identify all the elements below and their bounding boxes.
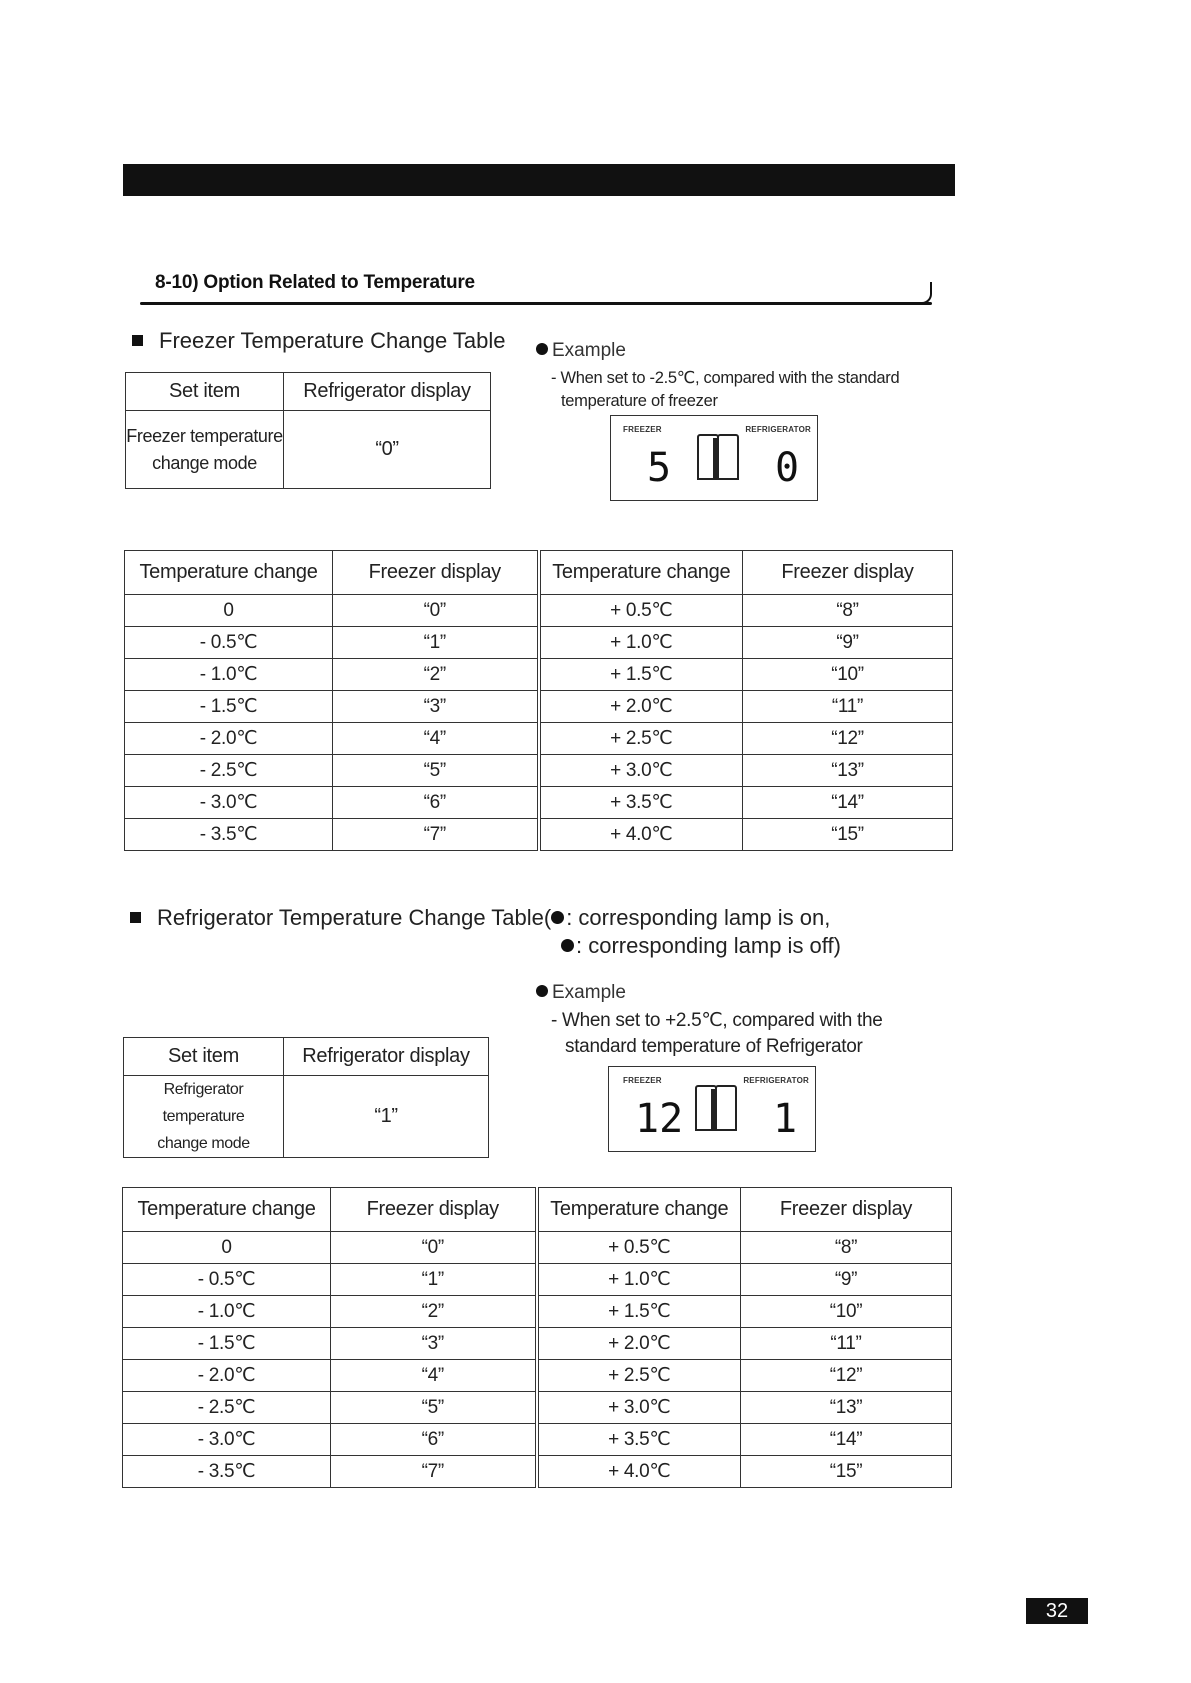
legend-on-text: : corresponding lamp is on, — [566, 905, 831, 930]
freezer-display-cell: “3” — [331, 1328, 537, 1360]
square-bullet-icon — [132, 335, 143, 346]
freezer-display-cell: “14” — [741, 1424, 952, 1456]
lcd-right-digit: 0 — [775, 445, 800, 491]
table-row — [125, 787, 953, 819]
freezer-display-cell: “10” — [741, 1296, 952, 1328]
freezer-heading — [132, 328, 506, 354]
temp-change-cell: + 4.0℃ — [537, 1456, 741, 1488]
legend-off-text: : corresponding lamp is off) — [576, 933, 841, 958]
table-row — [125, 691, 953, 723]
temp-change-cell: - 1.0℃ — [125, 659, 333, 691]
table-row — [123, 1264, 952, 1296]
freezer-display-cell: “6” — [333, 787, 539, 819]
temp-change-cell: + 2.5℃ — [539, 723, 743, 755]
freezer-display-cell: “9” — [743, 627, 953, 659]
set-item-header: Set item — [124, 1038, 284, 1076]
freezer-display-cell: “11” — [741, 1328, 952, 1360]
lcd-right-digit: 1 — [773, 1096, 798, 1142]
set-item-cell — [124, 1076, 284, 1158]
freezer-example-line2: temperature of freezer — [561, 392, 718, 410]
set-item-header: Set item — [126, 373, 284, 411]
freezer-display-cell: “2” — [333, 659, 539, 691]
set-item-line2: change mode — [157, 1135, 250, 1152]
freezer-display-cell: “15” — [743, 819, 953, 851]
freezer-display-cell: “1” — [331, 1264, 537, 1296]
temp-change-cell: - 2.5℃ — [125, 755, 333, 787]
freezer-temperature-table — [124, 550, 953, 851]
col-temp-change: Temperature change — [125, 551, 333, 595]
section-title: 8-10) Option Related to Temperature — [155, 272, 475, 293]
header-bar — [123, 164, 955, 196]
freezer-set-table — [125, 372, 491, 489]
refrigerator-heading — [130, 905, 830, 931]
freezer-display-cell: “9” — [741, 1264, 952, 1296]
temp-change-cell: 0 — [123, 1232, 331, 1264]
lcd-freezer-label: FREEZER — [623, 425, 662, 434]
refrigerator-display-header: Refrigerator display — [284, 1038, 489, 1076]
page-number: 32 — [1026, 1598, 1088, 1624]
temp-change-cell: - 3.5℃ — [125, 819, 333, 851]
freezer-example-line1: - When set to -2.5℃, compared with the standard — [551, 369, 900, 387]
temp-change-cell: - 0.5℃ — [123, 1264, 331, 1296]
temp-change-cell: + 1.5℃ — [537, 1296, 741, 1328]
table-row — [123, 1296, 952, 1328]
refrigerator-legend-off — [561, 933, 841, 959]
freezer-display-cell: “5” — [333, 755, 539, 787]
freezer-display-cell: “7” — [331, 1456, 537, 1488]
freezer-display-cell: “4” — [331, 1360, 537, 1392]
freezer-display-cell: “14” — [743, 787, 953, 819]
freezer-display-cell: “8” — [743, 595, 953, 627]
temp-change-cell: + 2.0℃ — [537, 1328, 741, 1360]
temp-change-cell: - 2.5℃ — [123, 1392, 331, 1424]
lcd-refrigerator-label: REFRIGERATOR — [745, 425, 811, 434]
freezer-display-cell: “0” — [331, 1232, 537, 1264]
lamp-on-dot-icon — [551, 911, 564, 924]
freezer-display-cell: “10” — [743, 659, 953, 691]
table-row — [123, 1456, 952, 1488]
lcd-segment-box-right — [717, 434, 739, 480]
table-row — [125, 659, 953, 691]
refrigerator-lcd-display — [608, 1066, 816, 1152]
refrigerator-heading-text: Refrigerator Temperature Change Table( — [157, 905, 552, 930]
table-row — [123, 1360, 952, 1392]
freezer-display-cell: “3” — [333, 691, 539, 723]
table-row — [125, 595, 953, 627]
set-item-cell — [126, 411, 284, 489]
freezer-display-cell: “7” — [333, 819, 539, 851]
refrigerator-set-table — [123, 1037, 489, 1158]
table-row — [123, 1392, 952, 1424]
table-row — [123, 1232, 952, 1264]
table-row — [125, 819, 953, 851]
set-display-value: “0” — [284, 411, 491, 489]
freezer-display-cell: “5” — [331, 1392, 537, 1424]
temp-change-cell: + 3.0℃ — [539, 755, 743, 787]
col-freezer-display: Freezer display — [743, 551, 953, 595]
refrigerator-temperature-table — [122, 1187, 952, 1488]
table-row — [125, 723, 953, 755]
lcd-freezer-label: FREEZER — [623, 1076, 662, 1085]
temp-change-cell: + 1.5℃ — [539, 659, 743, 691]
table-row — [123, 1328, 952, 1360]
square-bullet-icon — [130, 912, 141, 923]
set-item-line1: Refrigerator temperature — [162, 1081, 245, 1125]
temp-change-cell: - 2.0℃ — [123, 1360, 331, 1392]
freezer-display-cell: “4” — [333, 723, 539, 755]
temp-change-cell: + 1.0℃ — [537, 1264, 741, 1296]
temp-change-cell: + 4.0℃ — [539, 819, 743, 851]
title-hook — [922, 282, 932, 304]
bullet-dot-icon — [536, 985, 548, 997]
freezer-lcd-display — [610, 415, 818, 501]
freezer-display-cell: “15” — [741, 1456, 952, 1488]
temp-change-cell: 0 — [125, 595, 333, 627]
freezer-display-cell: “13” — [743, 755, 953, 787]
freezer-display-cell: “0” — [333, 595, 539, 627]
col-temp-change: Temperature change — [539, 551, 743, 595]
freezer-display-cell: “11” — [743, 691, 953, 723]
freezer-display-cell: “12” — [743, 723, 953, 755]
lcd-center-bar — [711, 1089, 715, 1129]
refrigerator-display-header: Refrigerator display — [284, 373, 491, 411]
freezer-display-cell: “13” — [741, 1392, 952, 1424]
set-item-line2: change mode — [152, 452, 257, 473]
lcd-refrigerator-label: REFRIGERATOR — [743, 1076, 809, 1085]
freezer-display-cell: “1” — [333, 627, 539, 659]
set-item-line1: Freezer temperature — [126, 425, 283, 446]
temp-change-cell: + 3.0℃ — [537, 1392, 741, 1424]
refrigerator-example-line1: - When set to +2.5℃, compared with the — [551, 1010, 883, 1031]
temp-change-cell: - 1.0℃ — [123, 1296, 331, 1328]
temp-change-cell: + 1.0℃ — [539, 627, 743, 659]
refrigerator-example-title — [536, 982, 626, 1004]
freezer-heading-text: Freezer Temperature Change Table — [159, 328, 506, 353]
temp-change-cell: - 1.5℃ — [125, 691, 333, 723]
temp-change-cell: - 0.5℃ — [125, 627, 333, 659]
lcd-left-digit: 5 — [647, 445, 672, 491]
lamp-off-dot-icon — [561, 939, 574, 952]
temp-change-cell: + 0.5℃ — [537, 1232, 741, 1264]
freezer-example-title-text: Example — [552, 340, 626, 361]
bullet-dot-icon — [536, 343, 548, 355]
lcd-center-bar — [713, 438, 717, 478]
lcd-left-digit: 12 — [635, 1096, 684, 1142]
freezer-display-cell: “12” — [741, 1360, 952, 1392]
temp-change-cell: + 3.5℃ — [537, 1424, 741, 1456]
temp-change-cell: - 3.5℃ — [123, 1456, 331, 1488]
temp-change-cell: - 1.5℃ — [123, 1328, 331, 1360]
lcd-segment-box-right — [715, 1085, 737, 1131]
temp-change-cell: + 3.5℃ — [539, 787, 743, 819]
temp-change-cell: - 3.0℃ — [123, 1424, 331, 1456]
col-freezer-display: Freezer display — [741, 1188, 952, 1232]
freezer-display-cell: “2” — [331, 1296, 537, 1328]
temp-change-cell: + 2.5℃ — [537, 1360, 741, 1392]
freezer-display-cell: “8” — [741, 1232, 952, 1264]
table-row — [123, 1424, 952, 1456]
freezer-display-cell: “6” — [331, 1424, 537, 1456]
refrigerator-example-line2: standard temperature of Refrigerator — [565, 1036, 863, 1057]
title-rule — [140, 302, 932, 305]
temp-change-cell: + 2.0℃ — [539, 691, 743, 723]
temp-change-cell: - 3.0℃ — [125, 787, 333, 819]
col-freezer-display: Freezer display — [333, 551, 539, 595]
set-display-value: “1” — [284, 1076, 489, 1158]
col-temp-change: Temperature change — [537, 1188, 741, 1232]
table-row — [125, 627, 953, 659]
refrigerator-example-title-text: Example — [552, 982, 626, 1003]
col-temp-change: Temperature change — [123, 1188, 331, 1232]
temp-change-cell: + 0.5℃ — [539, 595, 743, 627]
col-freezer-display: Freezer display — [331, 1188, 537, 1232]
table-row — [125, 755, 953, 787]
freezer-example-title — [536, 340, 626, 362]
temp-change-cell: - 2.0℃ — [125, 723, 333, 755]
